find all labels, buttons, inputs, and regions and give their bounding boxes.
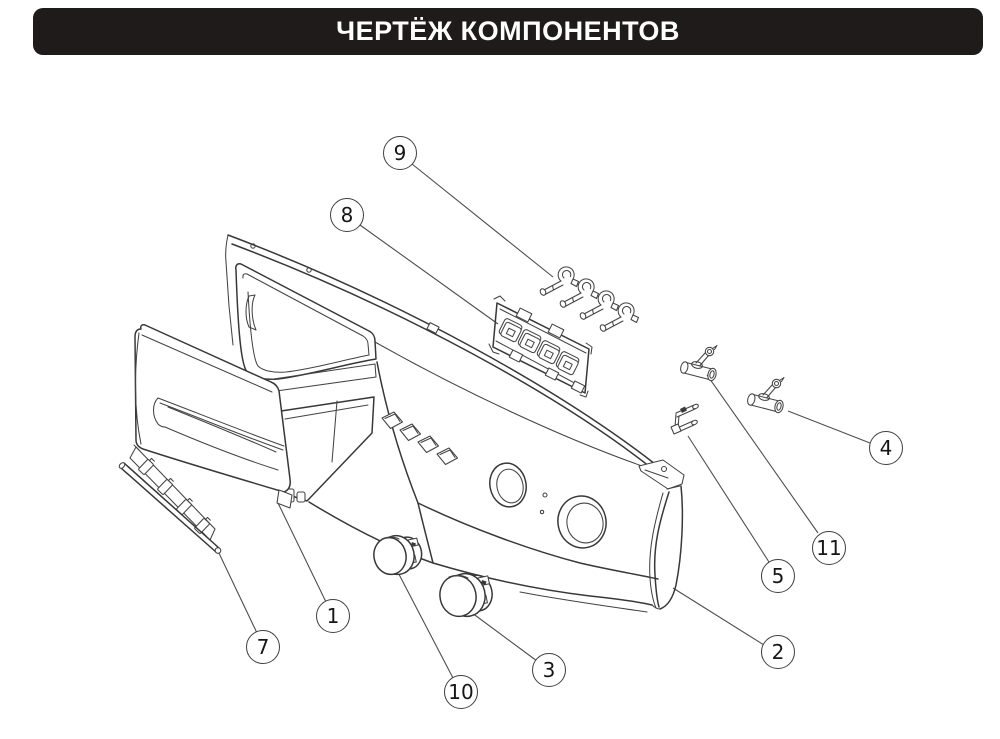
part-switch-11	[680, 346, 718, 382]
part-knob-10	[371, 532, 425, 577]
callout-7-label: 7	[256, 635, 270, 659]
part-control-panel	[226, 235, 684, 612]
part-button-block	[489, 296, 592, 397]
callout-11-label: 11	[816, 536, 842, 560]
callout-7	[246, 630, 280, 664]
leader-line-11	[707, 375, 818, 533]
part-switch-4	[747, 378, 785, 414]
page-title: ЧЕРТЁЖ КОМПОНЕНТОВ	[336, 16, 680, 46]
part-knob-3	[436, 570, 495, 620]
leader-line-10	[391, 559, 453, 678]
callout-4-label: 4	[879, 436, 893, 460]
callout-1-label: 1	[326, 604, 340, 628]
part-button-stems	[539, 267, 638, 332]
callout-9-label: 9	[393, 141, 407, 165]
leader-line-8	[360, 225, 498, 324]
leader-lines	[217, 164, 870, 682]
callout-3	[532, 653, 566, 687]
callout-10-label: 10	[448, 680, 474, 704]
callout-2-label: 2	[771, 640, 785, 664]
callout-5-label: 5	[771, 564, 785, 588]
leader-line-4	[788, 411, 870, 443]
callout-3-label: 3	[542, 658, 556, 682]
callout-1	[316, 599, 350, 633]
callout-10	[444, 675, 478, 709]
callout-8	[330, 198, 364, 232]
callout-2	[761, 635, 795, 669]
callout-8-label: 8	[340, 203, 354, 227]
part-clip-5	[671, 403, 699, 434]
callout-4	[869, 431, 903, 465]
leader-line-2	[673, 588, 764, 645]
leader-line-9	[412, 164, 553, 277]
callout-11	[812, 531, 846, 565]
leader-line-5	[688, 436, 769, 562]
leader-line-7	[217, 549, 257, 633]
leader-line-1	[278, 503, 326, 602]
callout-5	[761, 559, 795, 593]
callout-9	[383, 136, 417, 170]
